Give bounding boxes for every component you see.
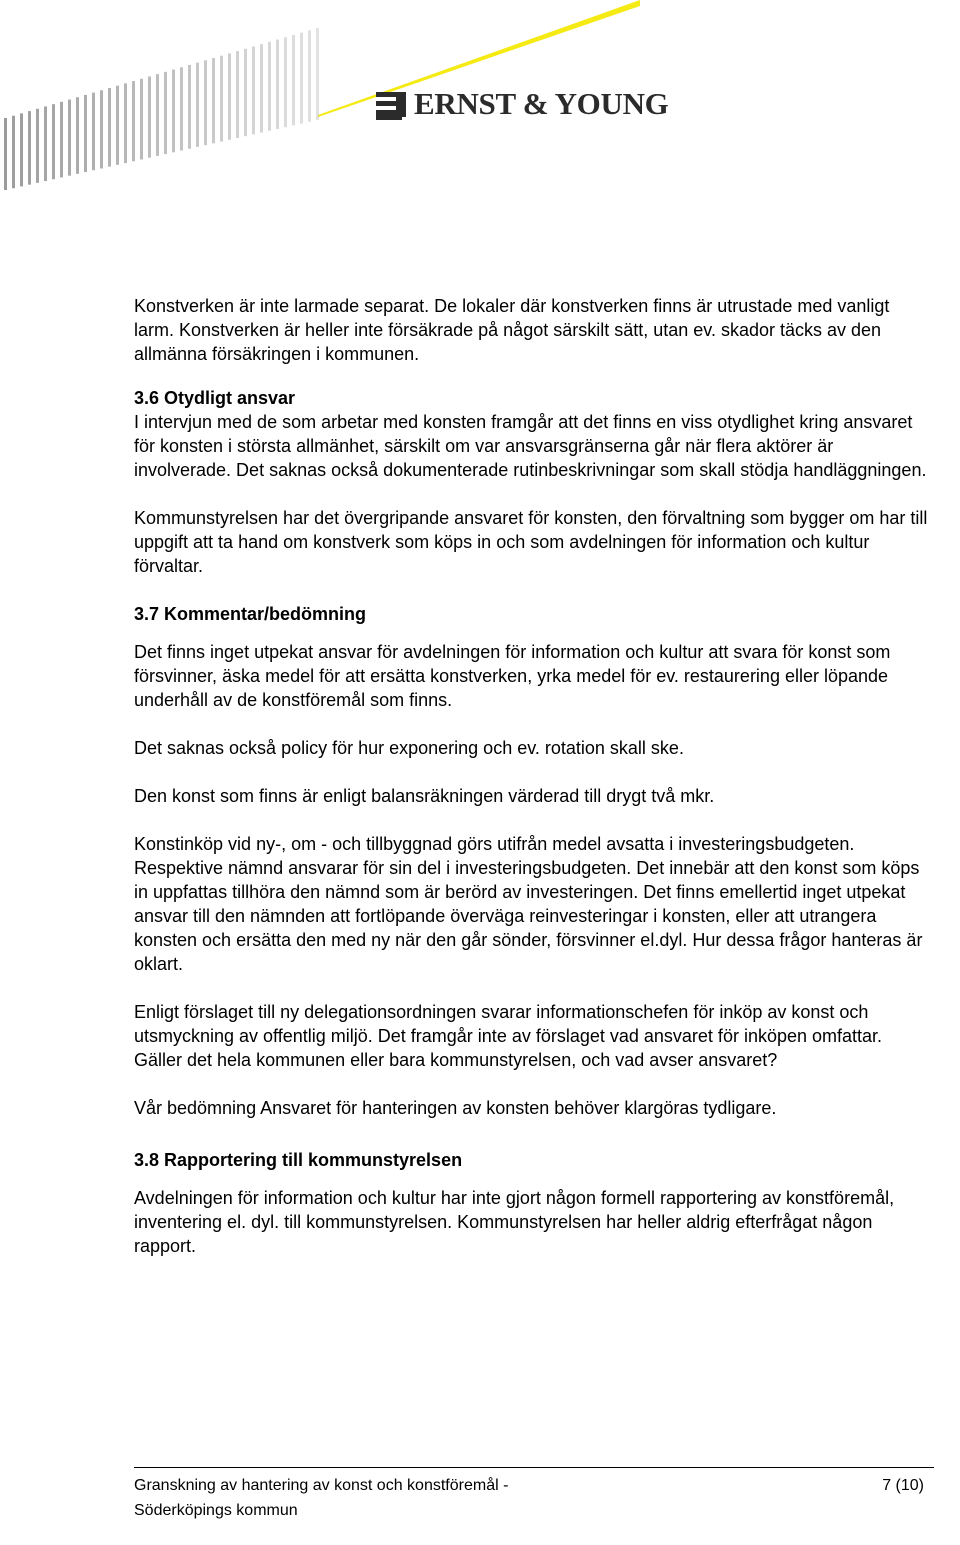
grey-stripe — [220, 56, 223, 142]
grey-stripe — [180, 67, 183, 150]
grey-stripe — [140, 79, 143, 160]
grey-stripe — [284, 37, 287, 127]
footer-title-line-2: Söderköpings kommun — [134, 1502, 298, 1519]
grey-stripe — [316, 28, 319, 120]
grey-stripe — [36, 109, 39, 183]
grey-stripe — [212, 58, 215, 143]
grey-stripe — [228, 53, 231, 139]
grey-stripe — [196, 63, 199, 147]
grey-stripe — [292, 35, 295, 125]
grey-stripe — [172, 70, 175, 153]
grey-stripe — [148, 76, 151, 157]
grey-stripe — [28, 111, 31, 185]
grey-stripe — [164, 72, 167, 154]
grey-stripe — [116, 86, 119, 165]
grey-stripe — [12, 116, 15, 189]
section-3-6-heading: 3.6 Otydligt ansvar — [134, 388, 296, 408]
grey-stripe — [300, 33, 303, 124]
company-logo: ERNST & YOUNG — [414, 86, 669, 121]
section-3-8-paragraph-1: Avdelningen för information och kultur har inte gjort någon formell rapportering av konstföremål, inventering el. dyl. till kommunstyrelsen. Kommunstyrelsen har heller aldrig efterfrågat någon rapport. — [134, 1188, 895, 1256]
section-3-7-paragraph-3: Den konst som finns är enligt balansräkningen värderad till drygt två mkr. — [134, 786, 715, 806]
grey-stripe — [156, 74, 159, 156]
grey-stripe — [44, 106, 47, 181]
grey-stripe — [68, 100, 71, 176]
section-3-7-paragraph-2: Det saknas också policy för hur exponering och ev. rotation skall ske. — [134, 738, 684, 758]
grey-stripe — [84, 95, 87, 172]
footer-divider — [134, 1467, 934, 1468]
grey-stripe — [276, 40, 279, 129]
ey-mark-icon — [376, 92, 406, 120]
grey-stripe — [60, 102, 63, 178]
footer-title-line-1: Granskning av hantering av konst och konstföremål - — [134, 1477, 509, 1494]
grey-stripe — [100, 90, 103, 168]
document-body — [134, 294, 934, 1258]
section-3-7-paragraph-1: Det finns inget utpekat ansvar för avdelningen för information och kultur att svara för konst som försvinner, äska medel för att ersätta konstverken, yrka medel för ev. restaurering eller löpande underhåll av de konstföremål som finns. — [134, 642, 891, 710]
grey-stripe — [260, 44, 263, 132]
grey-stripe — [204, 60, 207, 145]
grey-stripe — [52, 104, 55, 179]
grey-stripe — [20, 113, 23, 186]
grey-stripe — [92, 93, 95, 171]
grey-stripe — [252, 46, 255, 134]
grey-stripe — [244, 49, 247, 136]
grey-stripe — [124, 83, 127, 163]
section-3-7-paragraph-6: Vår bedömning Ansvaret för hanteringen av konsten behöver klargöras tydligare. — [134, 1098, 777, 1118]
grey-stripe — [236, 51, 239, 138]
grey-stripe — [132, 81, 135, 161]
intro-paragraph: Konstverken är inte larmade separat. De lokaler där konstverken finns är utrustade med vanligt larm. Konstverken är heller inte försäkrade på något särskilt sätt, utan ev. skador täcks av den allmänna försäkringen i kommunen. — [134, 296, 890, 364]
section-3-7-paragraph-5: Enligt förslaget till ny delegationsordningen svarar informationschefen för inköp av konst och utsmyckning av offentlig miljö. Det framgår inte av förslaget vad ansvaret för inköpen omfattar. Gäller det hela kommunen eller bara kommunstyrelsen, och vad avser ansvaret? — [134, 1002, 883, 1070]
section-3-6-paragraph-1: I intervjun med de som arbetar med konsten framgår att det finns en viss otydlighet kring ansvaret för konsten i största allmänhet, särskilt om var ansvarsgränserna går när flera aktörer är involverade. Det saknas också dokumenterade rutinbeskrivningar som skall stödja handläggningen. — [134, 412, 927, 480]
section-3-7-heading: 3.7 Kommentar/bedömning — [134, 604, 367, 624]
page-number: 7 (10) — [882, 1477, 924, 1494]
grey-stripe — [4, 118, 7, 190]
section-3-7-paragraph-4: Konstinköp vid ny-, om - och tillbyggnad görs utifrån medel avsatta i investeringsbudgeten. Respektive nämnd ansvarar för sin del i investeringsbudgeten. Det innebär att den konst som köps in uppfattas tillhöra den nämnd som är berörd av investeringen. Det finns emellertid inget utpekat ansvar till den nämnden att fortlöpande överväga reinvesteringar i konsten, eller att utrangera konsten och ersätta den med ny när den går sönder, försvinner el.dyl. Hur dessa frågor hanteras är oklart. — [134, 834, 923, 974]
footer-title — [134, 1473, 508, 1523]
grey-stripe — [268, 42, 271, 131]
grey-stripes — [4, 28, 319, 190]
section-3-8-heading: 3.8 Rapportering till kommunstyrelsen — [134, 1150, 463, 1170]
section-3-6-paragraph-2: Kommunstyrelsen har det övergripande ansvaret för konsten, den förvaltning som bygger om har till uppgift att ta hand om konstverk som köps in och som avdelningen för information och kultur förvaltar. — [134, 508, 928, 576]
grey-stripe — [108, 88, 111, 167]
grey-stripe — [76, 97, 79, 174]
grey-stripe — [308, 30, 311, 121]
grey-stripe — [188, 65, 191, 149]
